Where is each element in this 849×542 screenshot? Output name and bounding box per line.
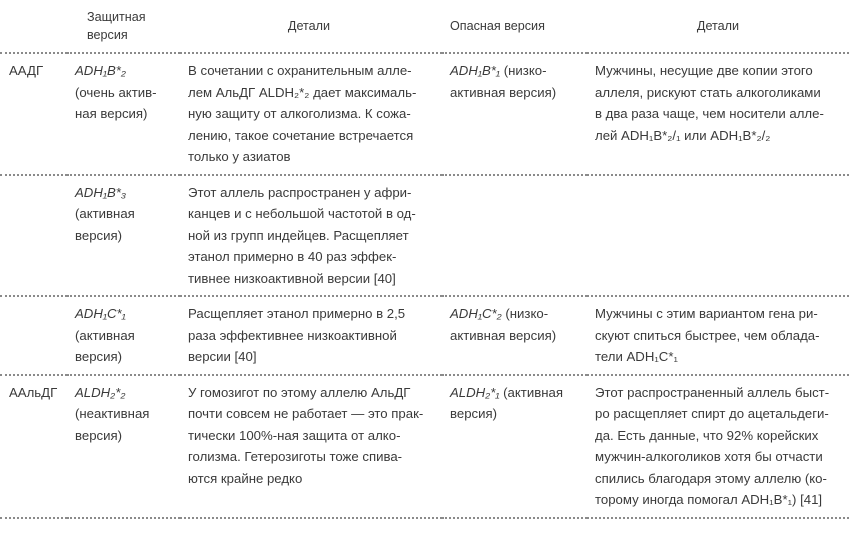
allele-name: ADH₁C*₁ <box>75 306 126 321</box>
allele-note: (низко- активная версия) <box>450 306 557 343</box>
header-risky-version: Опасная версия <box>442 0 587 53</box>
risky-version-cell <box>442 53 587 175</box>
allele-note: (низко- активная версия) <box>450 63 557 100</box>
risky-version-cell <box>442 375 587 518</box>
table-row <box>0 175 849 297</box>
allele-name: ALDH₂*₂ <box>75 384 126 400</box>
allele-note: (очень актив- ная версия) <box>75 84 157 121</box>
risky-details-cell <box>587 175 849 297</box>
protective-version-cell <box>67 175 180 297</box>
gene-cell <box>0 175 67 297</box>
protective-details-cell: В сочетании с охранительным алле- лем АльДГ ALDH₂*₂ дает максималь- ную защиту от алкоголизма. К сожа- лению, такое сочетание встречается только у азиатов <box>180 53 442 175</box>
header-protective-version: Защитная версия <box>67 0 180 53</box>
protective-version-cell <box>67 53 180 175</box>
risky-details-cell: Мужчины, несущие две копии этого аллеля, рискуют стать алкоголиками в два раза чаще, чем носители алле- лей ADH₁B*₂/₁ или ADH₁B*₂/₂ <box>587 53 849 175</box>
header-gene <box>0 0 67 53</box>
gene-cell: ААДГ <box>0 53 67 175</box>
allele-name: ALDH₂*₁ <box>450 384 500 400</box>
allele-name: ADH₁B*₂ <box>75 63 126 78</box>
allele-note: (неактивная версия) <box>75 406 150 443</box>
table-row <box>0 375 849 518</box>
table-row <box>0 296 849 375</box>
protective-details-cell: Этот аллель распространен у афри- канцев и с небольшой частотой в од- ной из групп индейцев. Расщепляет этанол примерно в 40 раз эффек- тивнее низкоактивной версии [40] <box>180 175 442 297</box>
risky-version-cell <box>442 296 587 375</box>
protective-details-cell: Расщепляет этанол примерно в 2,5 раза эффективнее низкоактивной версии [40] <box>180 296 442 375</box>
allele-name: ADH₁B*₁ <box>450 63 501 78</box>
risky-details-cell: Мужчины с этим вариантом гена ри- скуют спиться быстрее, чем облада- тели ADH₁C*₁ <box>587 296 849 375</box>
header-risky-details: Детали <box>587 0 849 53</box>
protective-version-cell <box>67 375 180 518</box>
table-row <box>0 53 849 175</box>
protective-details-cell: У гомозигот по этому аллелю АльДГ почти совсем не работает — это прак- тически 100%-ная защита от алко- голизма. Гетерозиготы тоже спива- ются крайне редко <box>180 375 442 518</box>
risky-version-cell <box>442 175 587 297</box>
header-row <box>0 0 849 53</box>
allele-note: (активная версия) <box>75 327 135 364</box>
allele-note: (активная версия) <box>75 206 135 243</box>
allele-note: (активная версия) <box>450 384 563 421</box>
risky-details-cell: Этот распространенный аллель быст- ро расщепляет спирт до ацетальдеги- да. Есть данные, что 92% корейских мужчин-алкоголиков хотя бы отчасти спились благодаря этому аллелю (ко- торому иногда помогал ADH₁B*₁) [41] <box>587 375 849 518</box>
gene-cell: ААльДГ <box>0 375 67 518</box>
header-protective-details: Детали <box>180 0 442 53</box>
protective-version-cell <box>67 296 180 375</box>
gene-cell <box>0 296 67 375</box>
allele-name: ADH₁B*₃ <box>75 184 127 200</box>
allele-name: ADH₁C*₂ <box>450 306 502 321</box>
